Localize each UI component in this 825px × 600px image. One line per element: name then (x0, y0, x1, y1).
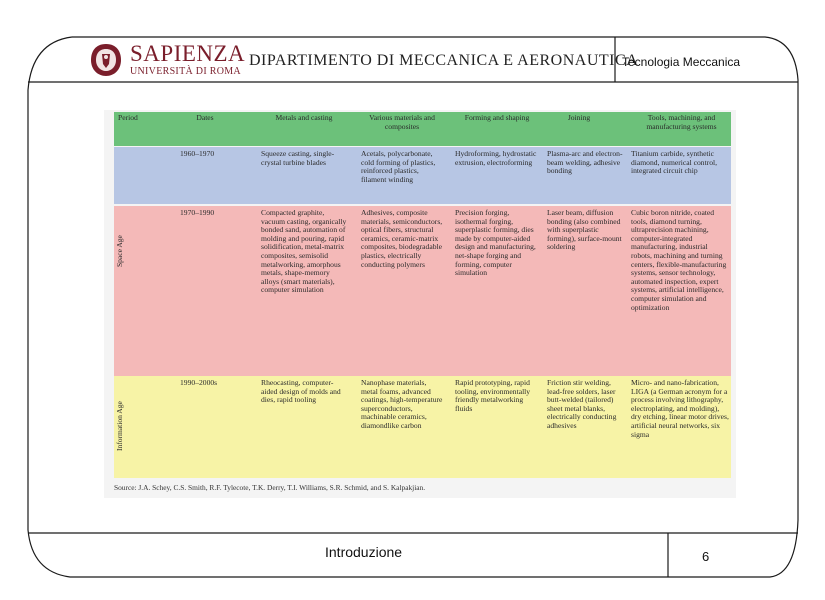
header-tools: Tools, machining, and manufacturing systems (646, 113, 717, 131)
cell-tools: Titanium carbide, synthetic diamond, numerical control, integrated circuit chip (631, 149, 718, 176)
cell-metals: Rheocasting, computer-aided design of molds and dies, rapid tooling (261, 378, 341, 405)
cell-forming: Precision forging, isothermal forging, superplastic forming, dies made by computer-aided design and manufacturing, net-shape forging and forming, computer simulation (455, 208, 536, 278)
cell-materials: Nanophase materials, metal foams, advanced coatings, high-temperature superconductors, machinable ceramics, diamondlike carbon (361, 378, 443, 430)
cell-metals: Squeeze casting, single-crystal turbine blades (261, 149, 335, 167)
header-joining: Joining (567, 113, 591, 122)
sapienza-seal-logo (89, 42, 123, 78)
cell-joining: Friction stir welding, lead-free solders, laser butt-welded (tailored) sheet metal blanks, electrically conducting adhesives (547, 378, 617, 430)
cell-tools: Micro- and nano-fabrication, LIGA (a German acronym for a process involving lithography, electroplating, and molding), dry etching, linear motor drives, artificial neural networks, six sigma (631, 378, 729, 439)
table-row-1970 (114, 206, 731, 376)
course-title: Tecnologia Meccanica (622, 55, 741, 69)
age-label: Information Age (115, 401, 124, 451)
footer-title: Introduzione (325, 544, 403, 560)
table-source-note: Source: J.A. Schey, C.S. Smith, R.F. Tylecote, T.K. Derry, T.I. Williams, S.R. Schmid, and S. Kalpakjian. (114, 483, 426, 492)
university-name: SAPIENZA (130, 41, 246, 66)
header-dates: Dates (196, 113, 214, 122)
cell-dates: 1990–2000s (180, 378, 218, 387)
table-header-row (114, 112, 731, 146)
cell-forming: Hydroforming, hydrostatic extrusion, electroforming (455, 149, 537, 167)
header-period: Period (118, 113, 138, 122)
header-forming: Forming and shaping (464, 113, 530, 122)
header-metals: Metals and casting (275, 113, 333, 122)
page-number: 6 (702, 549, 710, 564)
cell-materials: Acetals, polycarbonate, cold forming of plastics, reinforced plastics, filament winding (361, 149, 436, 184)
cell-joining: Plasma-arc and electron-beam welding, adhesive bonding (547, 149, 623, 176)
table-row-1990 (114, 376, 731, 478)
cell-materials: Adhesives, composite materials, semiconductors, optical fibers, structural ceramics, ceramic-matrix composites, biodegradable plastics, electrically conducting polymers (361, 208, 443, 269)
cell-joining: Laser beam, diffusion bonding (also combined with superplastic forming), surface-mount soldering (547, 208, 622, 252)
table-row-1960 (114, 147, 731, 204)
cell-tools: Cubic boron nitride, coated tools, diamond turning, ultraprecision machining, computer-integrated manufacturing, industrial robots, machining and turning centers, flexible-manufacturing systems, sensor technology, automated inspection, expert systems, artificial intelligence, computer simulation and optimization (631, 208, 727, 312)
cell-dates: 1960–1970 (180, 149, 215, 158)
cell-metals: Compacted graphite, vacuum casting, organically bonded sand, automation of molding and pouring, rapid solidification, metal-matrix composites, semisolid metalworking, amorphous metals, shape-memory alloys (smart materials), computer simulation (261, 208, 347, 295)
university-subtitle: UNIVERSITÀ DI ROMA (130, 66, 241, 77)
cell-forming: Rapid prototyping, rapid tooling, environmentally friendly metalworking fluids (455, 378, 531, 413)
cell-dates: 1970–1990 (180, 208, 215, 217)
header-materials: Various materials and composites (369, 113, 435, 131)
age-label: Space Age (115, 235, 124, 267)
department-title: DIPARTIMENTO DI MECCANICA E AERONAUTICA (249, 52, 639, 69)
